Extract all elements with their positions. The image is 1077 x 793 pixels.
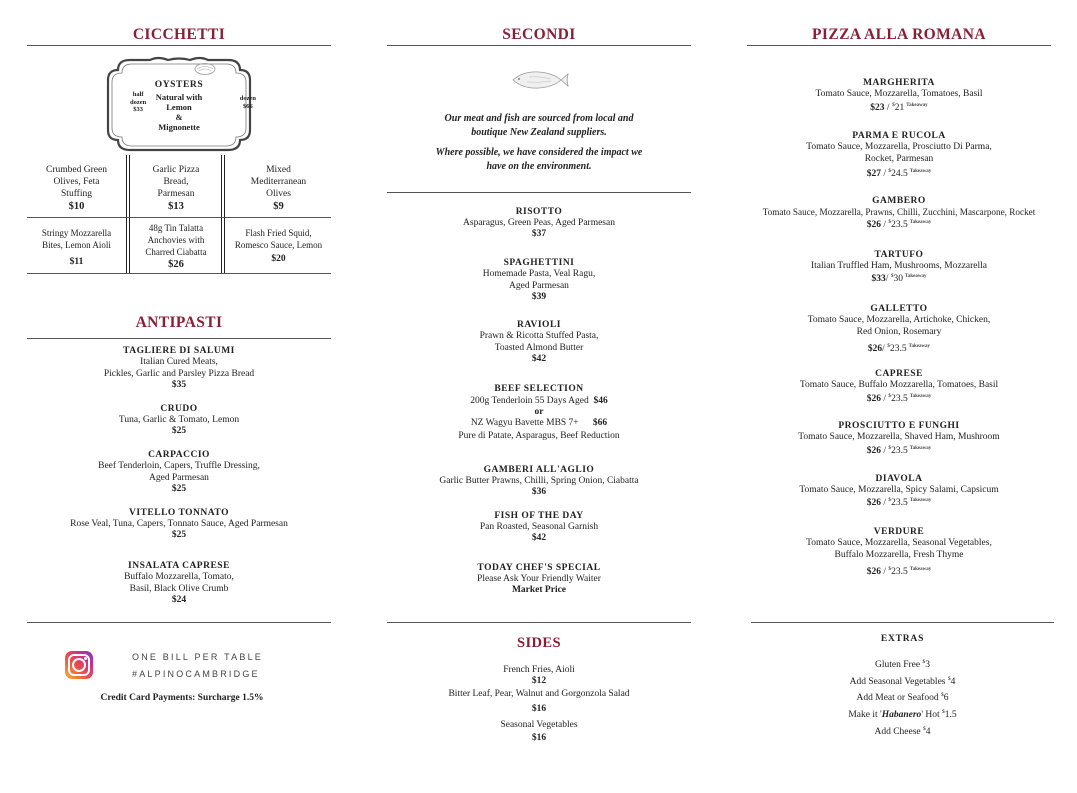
price-sep: / bbox=[882, 344, 888, 355]
item-desc: Mediterranean bbox=[250, 177, 307, 187]
extra-name: Gluten Free bbox=[875, 660, 923, 671]
item-desc: Mixed bbox=[266, 165, 291, 175]
grid-rule bbox=[27, 217, 331, 218]
item-name: RISOTTO bbox=[515, 207, 563, 217]
extra-price: 3 bbox=[925, 660, 930, 671]
half-label: half bbox=[132, 91, 144, 98]
item-desc: French Fries, Aioli bbox=[503, 665, 575, 675]
secondi-item bbox=[387, 511, 691, 543]
oysters-panel bbox=[98, 56, 260, 154]
instagram-icon[interactable] bbox=[65, 651, 93, 679]
extra-name: Add Seasonal Vegetables bbox=[849, 676, 948, 687]
item-price: $26 bbox=[866, 567, 881, 578]
item-desc: Tomato Sauce, Mozzarella, Artichoke, Chicken, bbox=[807, 315, 991, 325]
item-price: $26 bbox=[866, 220, 881, 231]
item-price: Market Price bbox=[511, 585, 567, 595]
extra-name-emphasis: Habanero bbox=[881, 710, 922, 721]
item-name: TARTUFO bbox=[874, 250, 924, 260]
takeaway-label: Takeaway bbox=[906, 103, 928, 109]
price-sep: / bbox=[884, 103, 892, 114]
item-desc: Bread, bbox=[163, 177, 189, 187]
extra-item: Add Cheese $4 bbox=[874, 725, 931, 737]
cicchetti-item bbox=[27, 227, 126, 268]
item-price: $9 bbox=[273, 201, 284, 212]
item-desc: Tomato Sauce, Mozzarella, Spicy Salami, Capsicum bbox=[799, 485, 999, 495]
secondi-mid-rule bbox=[387, 192, 691, 193]
item-name: VITELLO TONNATO bbox=[129, 508, 229, 518]
oysters-half-dozen bbox=[130, 91, 146, 114]
item-desc: Pure di Patate, Asparagus, Beef Reduction bbox=[458, 431, 620, 441]
item-name: MARGHERITA bbox=[863, 78, 935, 88]
grid-divider bbox=[221, 155, 225, 273]
extra-name: Add Cheese bbox=[874, 726, 924, 737]
price-line: $26 / $23.5 $^{Takeaway}$ bbox=[866, 566, 932, 578]
half-price: $33 bbox=[133, 106, 143, 113]
item-desc: Stuffing bbox=[61, 189, 92, 199]
item-price: $26 bbox=[867, 344, 883, 355]
item-desc: Asparagus, Green Peas, Aged Parmesan bbox=[463, 218, 615, 228]
item-desc: Olives, Feta bbox=[53, 177, 100, 187]
extra-price: 6 bbox=[943, 693, 949, 704]
item-price: $24 bbox=[171, 595, 187, 605]
item-desc: Beef Tenderloin, Capers, Truffle Dressing, bbox=[98, 461, 260, 471]
item-desc: Please Ask Your Friendly Waiter bbox=[477, 574, 601, 584]
item-desc: Pickles, Garlic and Parsley Pizza Bread bbox=[103, 369, 255, 379]
price-sep: / bbox=[880, 446, 889, 457]
footer-rule bbox=[27, 622, 331, 623]
item-desc: Tomato Sauce, Mozzarella, Tomatoes, Basil bbox=[815, 89, 983, 99]
item-desc: Romesco Sauce, Lemon bbox=[234, 240, 323, 250]
cicchetti-item bbox=[226, 164, 331, 213]
item-price: $20 bbox=[271, 254, 286, 264]
item-desc: Stringy Mozzarella bbox=[41, 228, 112, 238]
takeaway-price: 23.5 bbox=[889, 344, 907, 355]
item-name: GALLETTO bbox=[870, 304, 928, 314]
extra-price: 1.5 bbox=[944, 710, 957, 721]
side-item bbox=[387, 664, 691, 686]
item-name: DIAVOLA bbox=[875, 474, 923, 484]
secondi-item bbox=[387, 207, 691, 239]
or-label: or bbox=[534, 407, 544, 417]
antipasti-item bbox=[27, 508, 331, 540]
antipasti-rule bbox=[27, 338, 331, 339]
item-price: $25 bbox=[171, 426, 187, 436]
item-price: $35 bbox=[171, 380, 187, 390]
item-name: CAPRESE bbox=[875, 369, 923, 379]
oysters-desc-line: Mignonette bbox=[158, 122, 200, 132]
takeaway-label: Takeaway bbox=[909, 567, 932, 573]
takeaway-label: Takeaway bbox=[909, 446, 932, 452]
item-price: $23 bbox=[870, 103, 885, 114]
item-price: $12 bbox=[531, 676, 547, 686]
column-secondi bbox=[387, 0, 691, 793]
item-price: $26 bbox=[168, 259, 184, 270]
oysters-desc-line: Lemon bbox=[166, 102, 192, 112]
item-price: $46 bbox=[593, 396, 608, 406]
item-price: $25 bbox=[171, 484, 187, 494]
item-name: CARPACCIO bbox=[148, 450, 210, 460]
item-price: $66 bbox=[592, 418, 608, 428]
item-price: $26 bbox=[866, 394, 881, 405]
antipasti-item bbox=[27, 561, 331, 605]
item-desc: Tuna, Garlic & Tomato, Lemon bbox=[118, 415, 240, 425]
price-sep: / bbox=[880, 169, 889, 180]
item-desc: Aged Parmesan bbox=[149, 473, 209, 483]
item-desc: 48g Tin Talatta bbox=[148, 223, 204, 233]
pizza-item bbox=[740, 527, 1058, 577]
cicchetti-item bbox=[27, 164, 126, 213]
price-line: $26 / $23.5 $^{Takeaway}$ bbox=[866, 497, 932, 509]
note-line: Where possible, we have considered the impact we bbox=[435, 147, 643, 158]
takeaway-label: Takeaway bbox=[905, 274, 927, 280]
takeaway-label: Takeaway bbox=[909, 394, 932, 400]
price-line: $26 / $23.5 $^{Takeaway}$ bbox=[866, 445, 932, 457]
item-price: $42 bbox=[531, 354, 547, 364]
item-desc: Olives bbox=[266, 189, 291, 199]
oysters-desc bbox=[98, 92, 260, 132]
side-item bbox=[387, 688, 691, 714]
item-desc: Rose Veal, Tuna, Capers, Tonnato Sauce, Aged Parmesan bbox=[70, 519, 288, 529]
item-price: $16 bbox=[531, 704, 547, 714]
pizza-item bbox=[740, 196, 1058, 230]
secondi-title: SECONDI bbox=[502, 26, 576, 43]
note-line: boutique New Zealand suppliers. bbox=[471, 127, 607, 138]
item-price: $42 bbox=[531, 533, 547, 543]
beef-selection bbox=[387, 384, 691, 442]
item-desc: Garlic Butter Prawns, Chilli, Spring Onion, Ciabatta bbox=[439, 476, 639, 486]
item-desc: Buffalo Mozzarella, Tomato, bbox=[124, 572, 234, 582]
item-desc: Crumbed Green bbox=[46, 165, 107, 175]
item-desc: Anchovies with bbox=[147, 235, 205, 245]
oyster-icon bbox=[194, 62, 216, 76]
cicchetti-rule bbox=[27, 45, 331, 46]
antipasti-item bbox=[27, 404, 331, 436]
cicchetti-item bbox=[131, 164, 221, 213]
extra-item: Add Meat or Seafood $6 bbox=[856, 692, 949, 704]
item-desc: 200g Tenderloin 55 Days Aged bbox=[470, 396, 589, 406]
item-desc: Garlic Pizza bbox=[152, 165, 200, 175]
fish-icon bbox=[509, 68, 569, 92]
cicchetti-item bbox=[226, 227, 331, 265]
extra-name: Add Meat or Seafood bbox=[856, 693, 941, 704]
side-item bbox=[387, 719, 691, 743]
price-line: $27 / $24.5 $^{Takeaway}$ bbox=[866, 168, 932, 180]
pizza-item bbox=[740, 369, 1058, 404]
item-price: $16 bbox=[531, 733, 547, 743]
item-name: CRUDO bbox=[160, 404, 198, 414]
item-name: PROSCIUTTO E FUNGHI bbox=[838, 421, 960, 431]
cicchetti-item bbox=[131, 222, 221, 271]
item-desc: Toasted Almond Butter bbox=[494, 343, 584, 353]
item-name: INSALATA CAPRESE bbox=[128, 561, 230, 571]
price-line: $23 / $21 $^{Takeaway}$ bbox=[870, 102, 928, 114]
antipasti-item bbox=[27, 346, 331, 390]
item-price: $11 bbox=[69, 257, 84, 267]
extra-price: 4 bbox=[925, 726, 931, 737]
pizza-title: PIZZA ALLA ROMANA bbox=[812, 26, 986, 43]
item-name: TAGLIERE DI SALUMI bbox=[123, 346, 235, 356]
extra-name: ' Hot bbox=[921, 710, 943, 721]
oysters-desc-line: Natural with bbox=[155, 92, 203, 102]
dozen-label: dozen bbox=[239, 95, 256, 102]
item-price: $36 bbox=[531, 487, 547, 497]
beef-option-1 bbox=[387, 395, 691, 407]
takeaway-price: 24.5 bbox=[891, 169, 908, 180]
takeaway-price: 23.5 bbox=[891, 567, 908, 578]
item-desc: Prawn & Ricotta Stuffed Pasta, bbox=[479, 331, 599, 341]
price-sep: / bbox=[880, 220, 889, 231]
price-sep: / bbox=[880, 567, 889, 578]
item-name: TODAY CHEF'S SPECIAL bbox=[477, 563, 601, 573]
item-desc: Tomato Sauce, Buffalo Mozzarella, Tomatoes, Basil bbox=[799, 380, 999, 390]
environment-note bbox=[387, 146, 691, 174]
price-sep: / bbox=[885, 274, 891, 285]
item-name: FISH OF THE DAY bbox=[494, 511, 584, 521]
takeaway-price: 23.5 bbox=[891, 220, 908, 231]
price-line: $26/ $23.5 $^{Takeaway}$ bbox=[867, 343, 931, 355]
item-price: $10 bbox=[68, 201, 85, 212]
takeaway-price: 30 bbox=[893, 274, 903, 285]
item-name: SPAGHETTINI bbox=[503, 258, 575, 268]
item-price: $13 bbox=[168, 201, 184, 212]
oysters-desc-line: & bbox=[175, 112, 183, 122]
extra-price: 4 bbox=[950, 676, 956, 687]
takeaway-label: Takeaway bbox=[909, 498, 932, 504]
pizza-item bbox=[740, 78, 1058, 113]
item-desc: Charred Ciabatta bbox=[145, 247, 207, 257]
item-desc: Tomato Sauce, Mozzarella, Prosciutto Di Parma, bbox=[806, 142, 992, 152]
item-desc: Red Onion, Rosemary bbox=[856, 327, 942, 337]
cicchetti-title: CICCHETTI bbox=[132, 26, 226, 43]
item-price: $26 bbox=[866, 498, 881, 509]
half-label: dozen bbox=[130, 98, 147, 106]
price-sep: / bbox=[880, 498, 889, 509]
oysters-dozen bbox=[240, 95, 256, 110]
price-line: $33/ $30 $^{Takeaway}$ bbox=[871, 273, 927, 285]
item-desc: Tomato Sauce, Mozzarella, Seasonal Vegetables, bbox=[806, 538, 992, 548]
item-name: RAVIOLI bbox=[517, 320, 561, 330]
item-desc: Aged Parmesan bbox=[509, 281, 569, 291]
item-desc: Homemade Pasta, Veal Ragu, bbox=[482, 269, 596, 279]
item-name: BEEF SELECTION bbox=[494, 384, 584, 394]
item-desc: Parmesan bbox=[157, 189, 195, 199]
secondi-rule bbox=[387, 45, 691, 46]
extra-item: Gluten Free $3 bbox=[875, 659, 930, 671]
item-desc: Pan Roasted, Seasonal Garnish bbox=[479, 522, 599, 532]
secondi-item bbox=[387, 320, 691, 364]
extra-item: Add Seasonal Vegetables $4 bbox=[849, 675, 956, 687]
dozen-price: $66 bbox=[243, 102, 253, 110]
pizza-item bbox=[740, 474, 1058, 508]
takeaway-price: 21 bbox=[894, 103, 905, 114]
item-name: GAMBERO bbox=[872, 196, 926, 206]
takeaway-label: Takeaway bbox=[909, 220, 932, 226]
takeaway-price: 23.5 bbox=[891, 394, 908, 405]
price-line: $26 / $23.5 $^{Takeaway}$ bbox=[866, 393, 932, 405]
item-desc: Flash Fried Squid, bbox=[245, 228, 312, 238]
item-price: $27 bbox=[866, 169, 881, 180]
sides-title: SIDES bbox=[517, 635, 561, 651]
item-name: VERDURE bbox=[873, 527, 925, 537]
secondi-item bbox=[387, 465, 691, 497]
note-line: have on the environment. bbox=[486, 161, 592, 172]
secondi-item bbox=[387, 563, 691, 595]
item-desc: NZ Wagyu Bavette MBS 7+ bbox=[470, 418, 579, 428]
item-desc: Italian Truffled Ham, Mushrooms, Mozzarella bbox=[810, 261, 988, 271]
item-price: $37 bbox=[531, 229, 547, 239]
grid-divider bbox=[126, 155, 130, 273]
extras-title: EXTRAS bbox=[880, 634, 925, 644]
extra-name: Make it ' bbox=[848, 710, 882, 721]
item-desc: Bitter Leaf, Pear, Walnut and Gorgonzola Salad bbox=[448, 689, 630, 699]
takeaway-label: Takeaway bbox=[908, 344, 931, 350]
grid-rule bbox=[27, 273, 331, 274]
instagram-handle[interactable]: #ALPINOCAMBRIDGE bbox=[132, 669, 260, 679]
item-desc: Tomato Sauce, Mozzarella, Shaved Ham, Mushroom bbox=[798, 432, 1000, 442]
antipasti-title: ANTIPASTI bbox=[135, 314, 223, 331]
takeaway-label: Takeaway bbox=[909, 169, 932, 175]
pizza-item bbox=[740, 304, 1058, 354]
item-name: GAMBERI ALL'AGLIO bbox=[483, 465, 595, 475]
item-price: $33 bbox=[871, 274, 886, 285]
secondi-item bbox=[387, 258, 691, 302]
price-sep: / bbox=[880, 394, 889, 405]
antipasti-item bbox=[27, 450, 331, 494]
card-surcharge-note: Credit Card Payments: Surcharge 1.5% bbox=[100, 693, 264, 703]
sides-top-rule bbox=[387, 622, 691, 623]
price-line: $26 / $23.5 $^{Takeaway}$ bbox=[866, 219, 932, 231]
takeaway-price: 23.5 bbox=[891, 446, 908, 457]
item-desc: Buffalo Mozzarella, Fresh Thyme bbox=[834, 550, 964, 560]
item-price: $25 bbox=[171, 530, 187, 540]
sourcing-note bbox=[387, 112, 691, 140]
pizza-item bbox=[740, 131, 1058, 179]
note-line: Our meat and fish are sourced from local and bbox=[444, 113, 634, 124]
item-price: $39 bbox=[531, 292, 547, 302]
oysters-name: OYSTERS bbox=[154, 80, 204, 90]
extras-panel bbox=[751, 634, 1054, 739]
pizza-item bbox=[740, 421, 1058, 456]
beef-option-2 bbox=[387, 417, 691, 429]
item-desc: Tomato Sauce, Mozzarella, Prawns, Chilli, Zucchini, Mascarpone, Rocket bbox=[762, 207, 1036, 217]
item-desc: Basil, Black Olive Crumb bbox=[129, 584, 229, 594]
item-desc: Seasonal Vegetables bbox=[500, 720, 578, 730]
item-name: PARMA E RUCOLA bbox=[852, 131, 946, 141]
extra-item: Make it 'Habanero' Hot $1.5 bbox=[848, 708, 957, 721]
pizza-item bbox=[740, 250, 1058, 284]
item-desc: Bites, Lemon Aioli bbox=[42, 240, 111, 250]
item-desc: Italian Cured Meats, bbox=[140, 357, 218, 367]
extras-rule bbox=[751, 622, 1054, 623]
one-bill-note: ONE BILL PER TABLE bbox=[132, 652, 263, 662]
takeaway-price: 23.5 bbox=[891, 498, 908, 509]
item-price: $26 bbox=[866, 446, 881, 457]
item-desc: Rocket, Parmesan bbox=[864, 154, 934, 164]
